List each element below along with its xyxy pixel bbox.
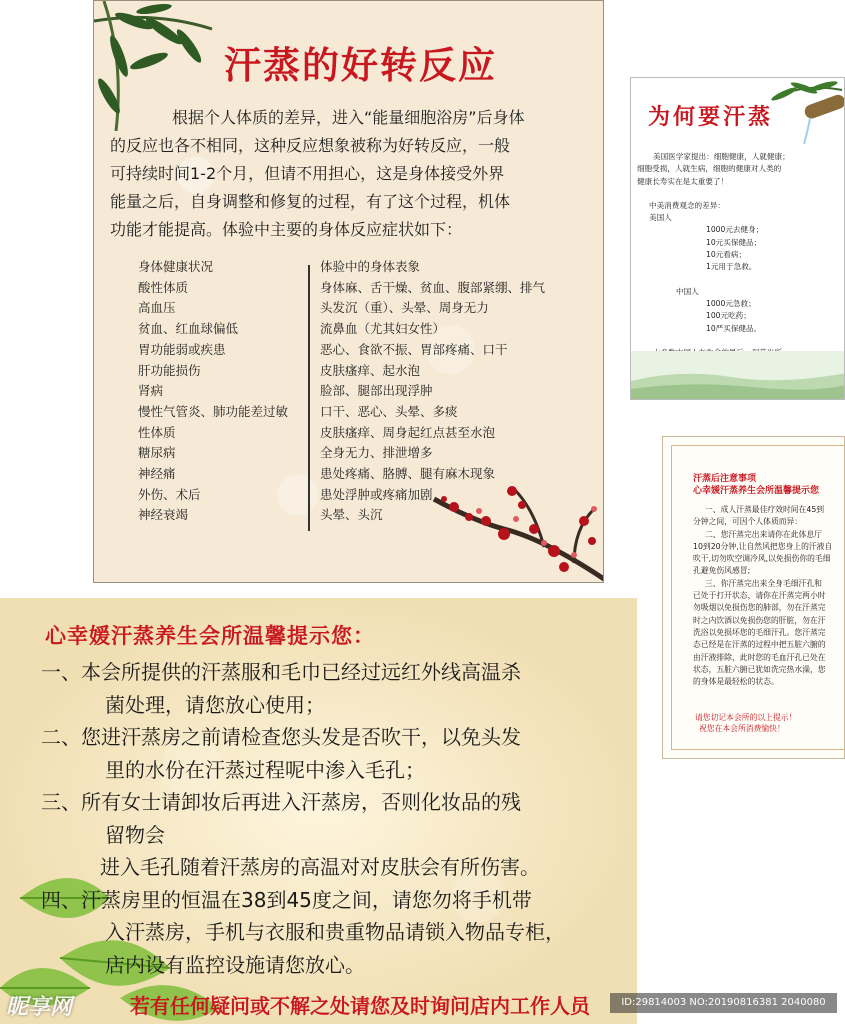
- notice-line: 的身体是最轻松的状态。: [693, 677, 779, 687]
- symptom-item: 恶心、食欲不振、胃部疼痛、口干: [320, 341, 508, 357]
- symptom-item: 身体麻、舌干燥、贫血、腹部紧绷、排气: [320, 279, 546, 295]
- notice-line: 状态，五脏六腑已犹如洗完热水澡，您: [693, 664, 826, 674]
- notice-footer: [695, 712, 796, 734]
- landscape-decoration-icon: [631, 351, 845, 399]
- reminder-line: 一、本会所提供的汗蒸服和毛巾已经过远红外线高温杀: [41, 660, 521, 684]
- condition-item: 贫血、红血球偏低: [138, 321, 239, 337]
- intro-line: 功能才能提高。体验中主要的身体反应症状如下：: [110, 220, 463, 239]
- watermark-logo: 昵享网: [6, 995, 73, 1020]
- condition-item: 糖尿病: [138, 445, 176, 461]
- why-line: 美国人: [649, 213, 672, 223]
- reminder-line: 入汗蒸房，手机与衣服和贵重物品请锁入物品专柜，: [105, 920, 565, 944]
- condition-item: 肝功能损伤: [138, 362, 201, 378]
- column-header: 体验中的身体表象: [320, 259, 421, 274]
- reminder-line: 店内设有监控设施请您放心。: [105, 952, 365, 977]
- condition-item: 高血压: [138, 300, 176, 316]
- symptom-item: 头晕、头沉: [320, 507, 383, 523]
- reminder-poster: [0, 598, 637, 1024]
- page-title: 心幸媛汗蒸养生会所温馨提示您：: [45, 624, 375, 648]
- condition-item: 慢性气管炎、肺功能差过敏: [138, 403, 289, 419]
- reminder-line: 二、您进汗蒸房之前请检查您头发是否吹干，以免头发: [41, 725, 521, 749]
- notice-line: 由汗液排除，此时您的毛血汗孔已处在: [693, 652, 826, 662]
- why-line: 1元用于急救。: [706, 262, 757, 272]
- page-title: 为何要汗蒸: [648, 105, 774, 130]
- post-sauna-notice: [662, 436, 845, 759]
- spacer: [631, 274, 845, 286]
- spacer: [631, 335, 845, 347]
- notice-line: 时之内饮酒以免损伤您的肝脏，勿在汗: [693, 615, 826, 625]
- watermark-id: ID:29814003 NO:20190816381 2040080: [610, 993, 837, 1013]
- reminder-line: 里的水份在汗蒸过程呢中渗入毛孔；: [105, 757, 425, 782]
- notice-line: 态已经是在汗蒸的过程中把五脏六腑的: [693, 640, 826, 650]
- page-title: 汗蒸的好转反应: [224, 44, 497, 87]
- why-line: 美国医学家提出：细胞健康，人就健康；: [653, 152, 790, 161]
- bamboo-tube-icon: [764, 78, 844, 148]
- condition-item: 神经衰竭: [138, 507, 189, 523]
- symptom-item: 脸部、腿部出现浮肿: [320, 383, 433, 399]
- symptom-item: 皮肤瘙痒、周身起红点甚至水泡: [320, 424, 496, 440]
- why-line: 10元买保健品；: [706, 237, 762, 247]
- intro-line: 根据个人体质的差异，进入“能量细胞浴房”后身体: [172, 108, 525, 127]
- reminder-line: 进入毛孔随着汗蒸房的高温对对皮肤会有所伤害。: [100, 855, 540, 879]
- why-line: 中美消费观念的差异：: [649, 200, 725, 210]
- notice-line: 分钟之间，可因个人体质而异：: [693, 517, 803, 527]
- condition-item: 性体质: [138, 424, 176, 440]
- notice-line: 吹干,切勿吹空调冷风,以免损伤你的毛细: [693, 554, 831, 564]
- why-line: 中国人: [676, 286, 699, 296]
- notice-heading-line: 心幸媛汗蒸养生会所温馨提示您: [693, 486, 820, 496]
- reactions-poster: [93, 0, 604, 583]
- why-line: 1000元急救；: [706, 298, 756, 308]
- notice-heading: [693, 473, 819, 497]
- condition-item: 酸性体质: [138, 279, 189, 295]
- reminder-list: [41, 656, 565, 981]
- column-divider: [308, 265, 310, 531]
- why-line: 10元看病；: [706, 250, 747, 260]
- column-header: 身体健康状况: [138, 259, 214, 274]
- why-line: 健康长寿实在是太重要了！: [637, 176, 729, 186]
- symptom-item: 皮肤瘙痒、起水泡: [320, 362, 421, 378]
- intro-line: 的反应也各不相同，这种反应想象被称为好转反应，一般: [110, 136, 511, 155]
- notice-line: 三、你汗蒸完出来全身毛细汗孔和: [705, 578, 822, 588]
- notice-text: [693, 504, 832, 688]
- reminder-line: 菌处理，请您放心使用；: [105, 692, 325, 717]
- notice-line: 10到20分钟,让自然风把您身上的汗液自: [693, 541, 833, 551]
- why-sauna-poster: [630, 77, 845, 400]
- condition-item: 肾病: [138, 383, 164, 399]
- notice-line: 已处于打开状态，请你在汗蒸完两小时: [693, 591, 826, 601]
- why-line: 100元吃药；: [706, 311, 751, 321]
- spacer: [631, 188, 845, 200]
- symptom-item: 头发沉（重）、头晕、周身无力: [320, 300, 489, 316]
- why-line: 10严买保健品。: [706, 323, 762, 333]
- symptom-item: 全身无力、排泄增多: [320, 445, 433, 461]
- notice-heading-line: 汗蒸后注意事项: [693, 474, 757, 484]
- notice-line: 孔避免伤风感冒;: [693, 566, 751, 576]
- why-line: 1000元去健身；: [706, 225, 764, 235]
- notice-footer-line: 请您切记本会所的以上提示！: [695, 713, 797, 722]
- reminder-footer: 若有任何疑问或不解之处请您及时询问店内工作人员: [130, 994, 590, 1018]
- intro-line: 能量之后，自身调整和修复的过程，有了这个过程，机体: [110, 192, 511, 211]
- symptom-item: 患处浮肿或疼痛加剧: [320, 486, 433, 502]
- why-line: 细胞受损，人就生病，细胞的健康对人类的: [637, 164, 782, 174]
- notice-line: 勿吸烟以免损伤您的肺部，勿在汗蒸完: [693, 603, 826, 613]
- condition-item: 外伤、术后: [138, 486, 201, 502]
- notice-line: 二、您汗蒸完出来请你在此体息厅: [705, 529, 822, 539]
- reminder-line: 留物会: [105, 822, 165, 847]
- intro-line: 可持续时间1-2个月，但请不用担心，这是身体接受外界: [110, 164, 505, 183]
- symptom-item: 口干、恶心、头晕、多痰: [320, 403, 458, 419]
- notice-line: 洗浴以免损坏您的毛细汗孔。您汗蒸完: [693, 627, 826, 637]
- plum-blossom-icon: [424, 459, 604, 583]
- symptom-item: 流鼻血（尤其妇女性）: [320, 321, 446, 337]
- condition-item: 胃功能弱或疾患: [138, 341, 226, 357]
- notice-footer-line: 祝您在本会所消费愉快！: [699, 724, 785, 733]
- symptom-item: 患处疼痛、胳膊、腿有麻木现象: [320, 466, 496, 482]
- condition-item: 神经痛: [138, 466, 176, 482]
- intro-paragraph: [110, 104, 588, 244]
- notice-line: 一、成人汗蒸最佳疗效时间在45到: [705, 505, 825, 514]
- reminder-line: 三、所有女士请卸妆后再进入汗蒸房，否则化妆品的残: [41, 790, 521, 814]
- reminder-line: 四、汗蒸房里的恒温在38到45度之间，请您勿将手机带: [41, 887, 532, 912]
- condition-column: [138, 257, 288, 526]
